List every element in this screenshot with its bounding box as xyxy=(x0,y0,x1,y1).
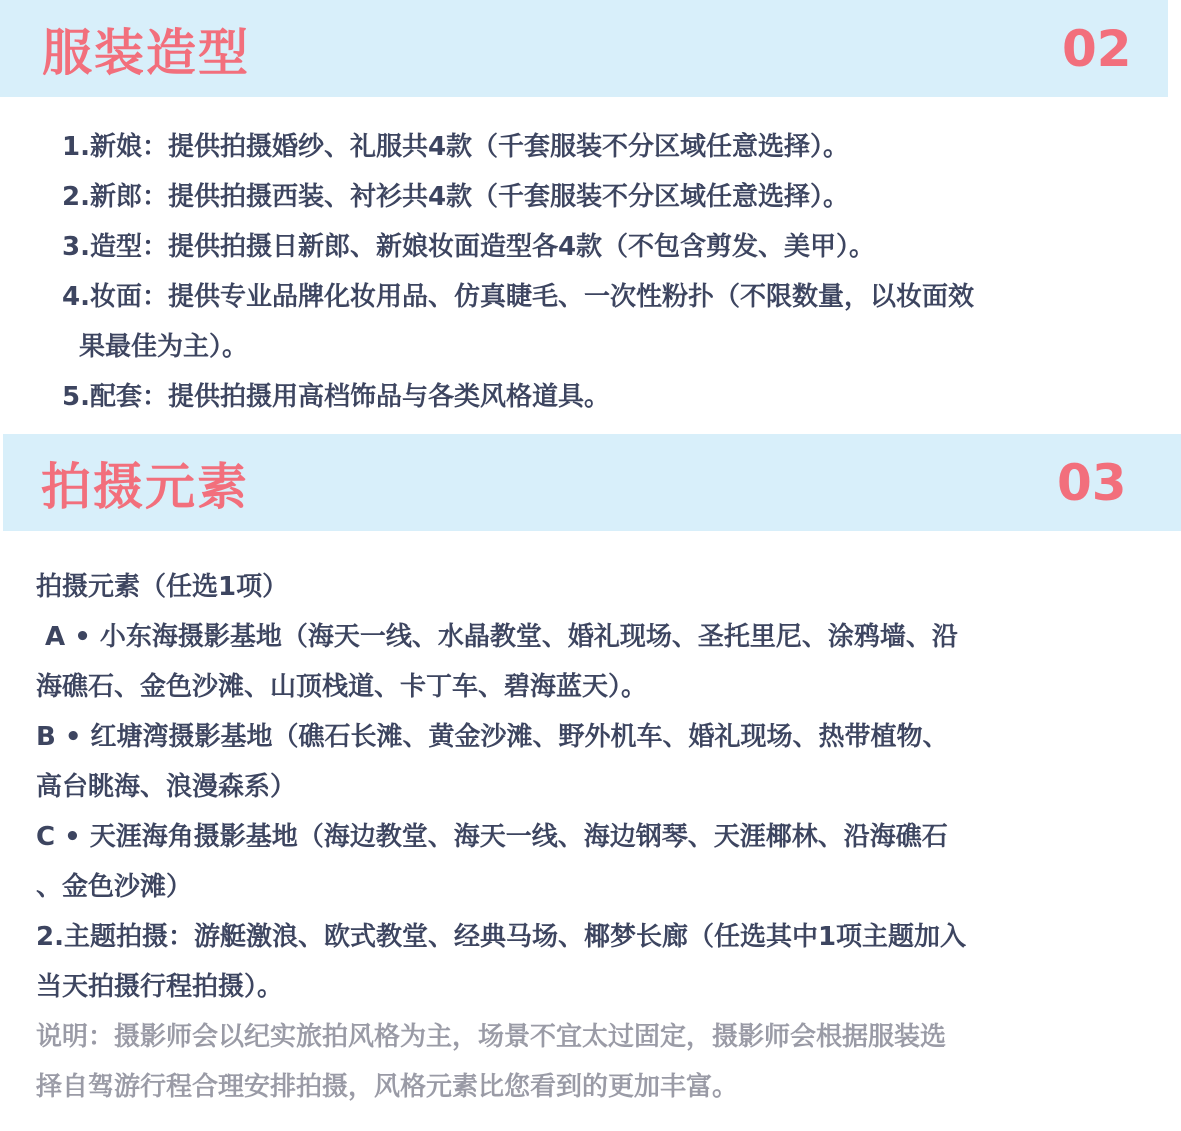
list-item: 1.新娘：提供拍摄婚纱、礼服共4款（千套服装不分区域任意选择）。 xyxy=(62,132,850,162)
section-number: 03 xyxy=(1057,453,1127,512)
list-item: A • 小东海摄影基地（海天一线、水晶教堂、婚礼现场、圣托里尼、涂鸦墙、沿 xyxy=(36,622,958,652)
section-title: 拍摄元素 xyxy=(41,457,249,516)
list-item-continuation: 果最佳为主）。 xyxy=(79,332,249,362)
list-heading: 拍摄元素（任选1项） xyxy=(36,572,289,602)
list-item: C • 天涯海角摄影基地（海边教堂、海天一线、海边钢琴、天涯椰林、沿海礁石 xyxy=(36,822,948,852)
list-item: 2.新郎：提供拍摄西装、衬衫共4款（千套服装不分区域任意选择）。 xyxy=(62,182,850,212)
list-item-continuation: 海礁石、金色沙滩、山顶栈道、卡丁车、碧海蓝天）。 xyxy=(36,672,648,702)
list-item: 5.配套：提供拍摄用高档饰品与各类风格道具。 xyxy=(62,382,610,412)
list-item: 2.主题拍摄：游艇激浪、欧式教堂、经典马场、椰梦长廊（任选其中1项主题加入 xyxy=(36,922,967,952)
list-item-continuation: 高台眺海、浪漫森系） xyxy=(36,772,297,802)
list-item: B • 红塘湾摄影基地（礁石长滩、黄金沙滩、野外机车、婚礼现场、热带植物、 xyxy=(36,722,949,752)
section-title: 服装造型 xyxy=(42,23,250,82)
costume-list xyxy=(62,122,1142,422)
section-banner-elements xyxy=(3,434,1181,531)
list-item: 3.造型：提供拍摄日新郎、新娘妆面造型各4款（不包含剪发、美甲）。 xyxy=(62,232,876,262)
list-item-continuation: 当天拍摄行程拍摄）。 xyxy=(36,972,284,1002)
note-text: 择自驾游行程合理安排拍摄，风格元素比您看到的更加丰富。 xyxy=(36,1072,739,1102)
list-item-continuation: 、金色沙滩） xyxy=(36,872,193,902)
note-text: 说明：摄影师会以纪实旅拍风格为主，场景不宜太过固定，摄影师会根据服装选 xyxy=(36,1022,947,1052)
list-item: 4.妆面：提供专业品牌化妆用品、仿真睫毛、一次性粉扑（不限数量，以妆面效 xyxy=(62,282,974,312)
section-number: 02 xyxy=(1062,19,1132,78)
section-banner-costume xyxy=(0,0,1168,97)
elements-list xyxy=(36,562,1156,1112)
